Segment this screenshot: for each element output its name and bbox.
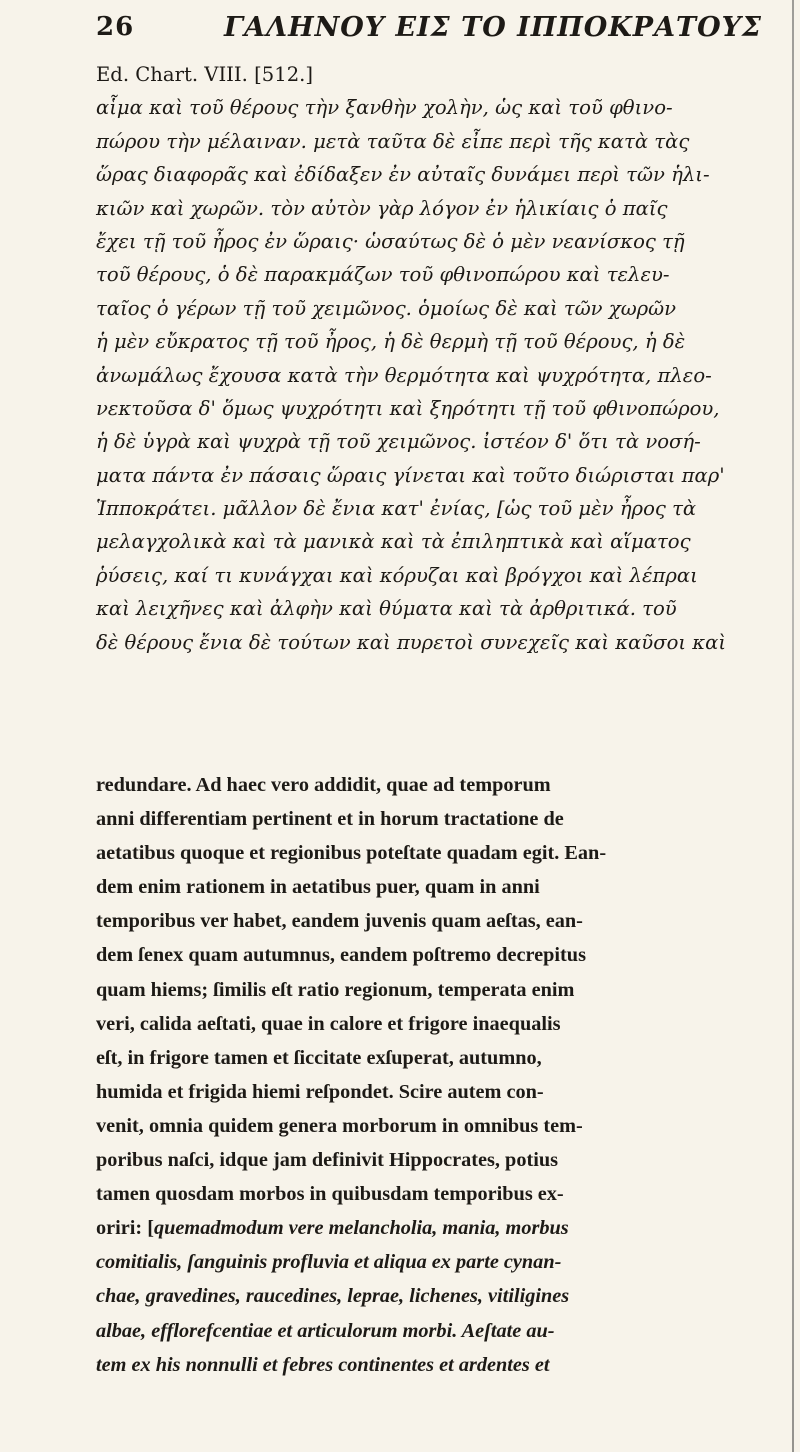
latin-line: albae, efflorefcentiae et articulorum morbi. Aeſtate au- bbox=[96, 1319, 555, 1342]
page-edge-line bbox=[792, 0, 794, 1452]
greek-line: κιῶν καὶ χωρῶν. τὸν αὐτὸν γὰρ λόγον ἐν ἡλικίαις ὁ παῖς bbox=[96, 196, 668, 220]
greek-line: ἀνωμάλως ἔχουσα κατὰ τὴν θερμότητα καὶ ψυχρότητα, πλεο- bbox=[96, 363, 712, 387]
latin-line: eſt, in frigore tamen et ſiccitate exſuperat, autumno, bbox=[96, 1046, 542, 1069]
latin-line: aetatibus quoque et regionibus poteſtate quadam egit. Ean- bbox=[96, 842, 607, 865]
latin-line: tamen quosdam morbos in quibusdam temporibus ex- bbox=[96, 1183, 564, 1206]
latin-line: quam hiems; ſimilis eſt ratio regionum, temperata enim bbox=[96, 978, 575, 1001]
greek-line: ματα πάντα ἐν πάσαις ὥραις γίνεται καὶ τοῦτο διώρισται παρ' bbox=[96, 463, 725, 487]
latin-line: anni differentiam pertinent et in horum tractatione de bbox=[96, 808, 564, 831]
latin-line: comitialis, ſanguinis profluvia et aliqua ex parte cynan- bbox=[96, 1251, 562, 1274]
latin-line: tem ex his nonnulli et febres continentes et ardentes et bbox=[96, 1353, 550, 1376]
greek-line: ἡ μὲν εὔκρατος τῇ τοῦ ἦρος, ἡ δὲ θερμὴ τῇ τοῦ θέρους, ἡ δὲ bbox=[96, 330, 686, 354]
latin-line: dem ſenex quam autumnus, eandem poſtremo decrepitus bbox=[96, 944, 586, 967]
running-head: ΓΑΛΗΝΟΥ ΕΙΣ ΤΟ ΙΠΠΟΚΡΑΤΟΥΣ bbox=[224, 12, 763, 43]
latin-line: chae, gravedines, raucedines, leprae, lichenes, vitiligines bbox=[96, 1285, 570, 1308]
greek-line: Ἱπποκράτει. μᾶλλον δὲ ἔνια κατ' ἐνίας, [ὡς τοῦ μὲν ἦρος τὰ bbox=[96, 497, 697, 521]
greek-line: αἷμα καὶ τοῦ θέρους τὴν ξανθὴν χολὴν, ὡς καὶ τοῦ φθινο- bbox=[96, 96, 673, 120]
latin-line: dem enim rationem in aetatibus puer, quam in anni bbox=[96, 876, 540, 899]
latin-line: poribus naſci, idque jam definivit Hippocrates, potius bbox=[96, 1149, 559, 1172]
greek-line: καὶ λειχῆνες καὶ ἀλφὴν καὶ θύματα καὶ τὰ ἀρθριτικά. τοῦ bbox=[96, 597, 677, 621]
latin-line: humida et frigida hiemi reſpondet. Scire autem con- bbox=[96, 1080, 544, 1103]
greek-line: πώρου τὴν μέλαιναν. μετὰ ταῦτα δὲ εἶπε περὶ τῆς κατὰ τὰς bbox=[96, 129, 690, 153]
greek-line: ταῖος ὁ γέρων τῇ τοῦ χειμῶνος. ὁμοίως δὲ καὶ τῶν χωρῶν bbox=[96, 296, 677, 320]
latin-line: temporibus ver habet, eandem juvenis quam aeſtas, ean- bbox=[96, 910, 583, 933]
latin-text-block bbox=[96, 768, 784, 1382]
page-header bbox=[96, 6, 796, 50]
edition-reference: Ed. Chart. VIII. [512.] bbox=[96, 63, 314, 86]
greek-line: μελαγχολικὰ καὶ τὰ μανικὰ καὶ τὰ ἐπιληπτικὰ καὶ αἵματος bbox=[96, 530, 691, 554]
greek-text-block bbox=[96, 58, 784, 659]
greek-line: ὥρας διαφορᾶς καὶ ἐδίδαξεν ἐν αὐταῖς δυνάμει περὶ τῶν ἡλι- bbox=[96, 163, 710, 187]
greek-line: ἔχει τῇ τοῦ ἦρος ἐν ὥραις· ὡσαύτως δὲ ὁ μὲν νεανίσκος τῇ bbox=[96, 229, 685, 253]
page-number: 26 bbox=[96, 12, 135, 42]
greek-line: δὲ θέρους ἔνια δὲ τούτων καὶ πυρετοὶ συνεχεῖς καὶ καῦσοι καὶ bbox=[96, 630, 727, 654]
greek-line: τοῦ θέρους, ὁ δὲ παρακμάζων τοῦ φθινοπώρου καὶ τελευ- bbox=[96, 263, 670, 287]
latin-line: veri, calida aeſtati, quae in calore et frigore inaequalis bbox=[96, 1012, 561, 1035]
latin-line: oriri: [quemadmodum vere melancholia, mania, morbus bbox=[96, 1217, 569, 1240]
latin-line: venit, omnia quidem genera morborum in omnibus tem- bbox=[96, 1114, 583, 1137]
greek-line: νεκτοῦσα δ' ὅμως ψυχρότητι καὶ ξηρότητι τῇ τοῦ φθινοπώρου, bbox=[96, 396, 720, 420]
latin-line: redundare. Ad haec vero addidit, quae ad temporum bbox=[96, 774, 551, 796]
greek-line: ἡ δὲ ὑγρὰ καὶ ψυχρὰ τῇ τοῦ χειμῶνος. ἰστέον δ' ὅτι τὰ νοσή- bbox=[96, 430, 701, 454]
greek-line: ῥύσεις, καί τι κυνάγχαι καὶ κόρυζαι καὶ βρόγχοι καὶ λέπραι bbox=[96, 563, 698, 587]
